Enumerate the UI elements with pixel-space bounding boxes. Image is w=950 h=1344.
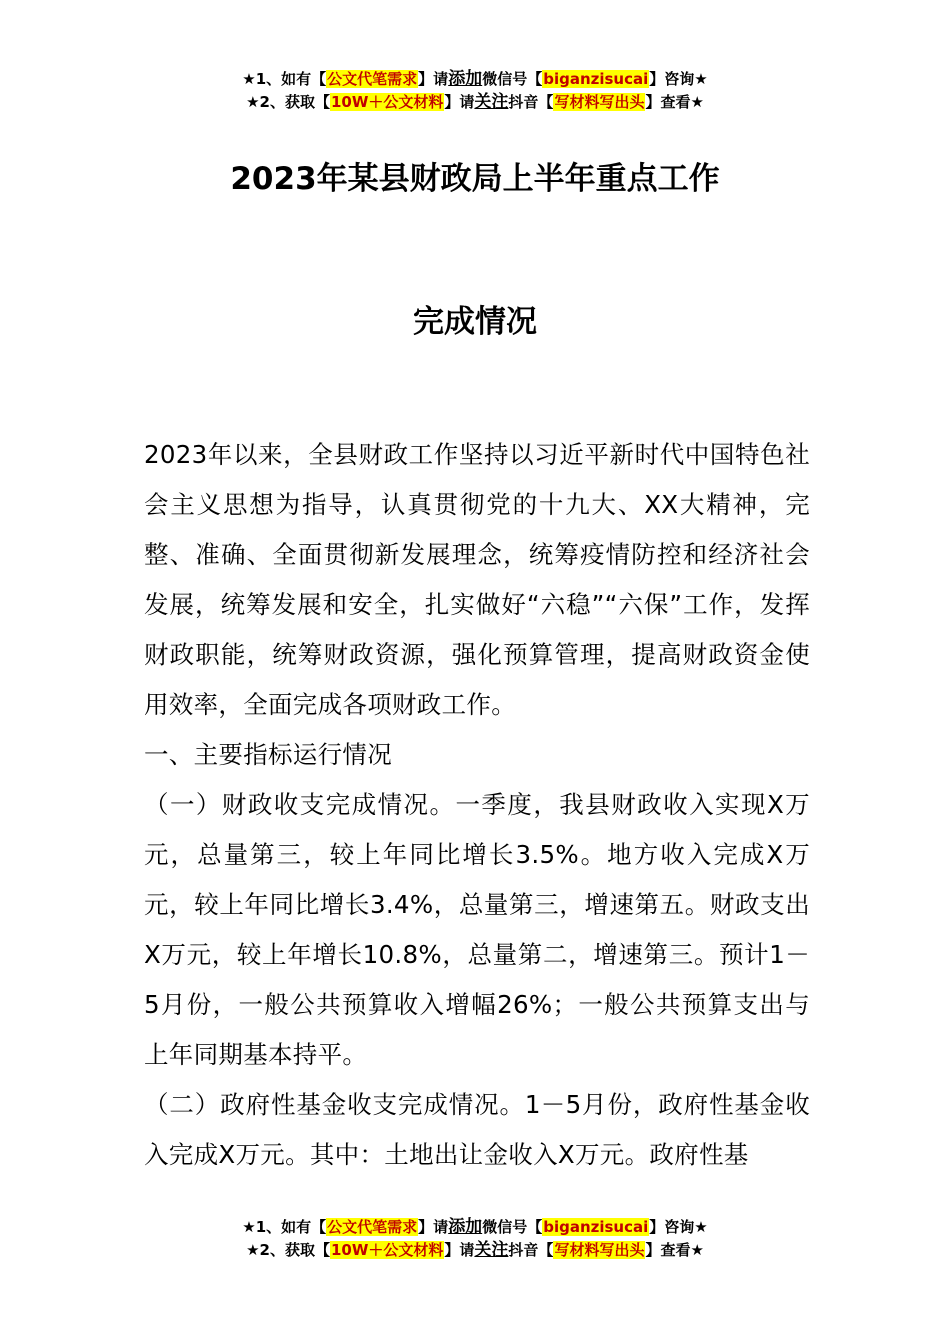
footer-promo-banner xyxy=(0,1216,950,1262)
promo-text: ★2、获取【 xyxy=(246,93,330,111)
promo-line-1 xyxy=(0,68,950,91)
paragraph-fiscal-revenue: （一）财政收支完成情况。一季度，我县财政收入实现X万元，总量第三，较上年同比增长3.5%。地方收入完成X万元，较上年同比增长3.4%，总量第三，增速第五。财政支出X万元，较上年增长10.8%，总量第二，增速第三。预计1－5月份，一般公共预算收入增幅26%；一般公共预算支出与上年同期基本持平。 xyxy=(144,790,810,1069)
promo-emphasis: 关注 xyxy=(474,92,509,112)
promo-wechat-id: biganzisucai xyxy=(543,1218,649,1236)
promo-text: 】请 xyxy=(444,1241,475,1259)
document-body xyxy=(144,430,810,1180)
promo-text: 】查看★ xyxy=(645,93,704,111)
promo-text: ★1、如有【 xyxy=(242,70,327,88)
promo-text: ★2、获取【 xyxy=(246,1241,330,1259)
promo-text: 抖音【 xyxy=(508,93,554,111)
promo-wechat-id: biganzisucai xyxy=(543,70,649,88)
document-title-line-1: 2023年某县财政局上半年重点工作 xyxy=(230,161,720,197)
promo-text: 微信号【 xyxy=(482,1218,543,1236)
promo-highlight: 公文代笔需求 xyxy=(327,1218,418,1236)
header-promo-banner xyxy=(0,68,950,114)
promo-line-2 xyxy=(0,1239,950,1262)
promo-text: 】请 xyxy=(418,1218,449,1236)
promo-text: 】查看★ xyxy=(645,1241,704,1259)
promo-highlight: 10W＋公文材料 xyxy=(330,93,444,111)
promo-text: ★1、如有【 xyxy=(242,1218,327,1236)
promo-text: 微信号【 xyxy=(482,70,543,88)
promo-emphasis: 关注 xyxy=(474,1240,509,1260)
promo-line-1 xyxy=(0,1216,950,1239)
promo-douyin-account: 写材料写出头 xyxy=(554,1241,645,1259)
promo-line-2 xyxy=(0,91,950,114)
promo-emphasis: 添加 xyxy=(448,69,483,89)
promo-text: 抖音【 xyxy=(508,1241,554,1259)
promo-text: 】请 xyxy=(418,70,449,88)
paragraph-government-fund: （二）政府性基金收支完成情况。1－5月份，政府性基金收入完成X万元。其中：土地出让金收入X万元。政府性基 xyxy=(144,1090,810,1169)
promo-douyin-account: 写材料写出头 xyxy=(554,93,645,111)
section-heading: 一、主要指标运行情况 xyxy=(144,740,392,769)
paragraph-intro: 2023年以来，全县财政工作坚持以习近平新时代中国特色社会主义思想为指导，认真贯彻党的十九大、XX大精神，完整、准确、全面贯彻新发展理念，统筹疫情防控和经济社会发展，统筹发展和安全，扎实做好“六稳”“六保”工作，发挥财政职能，统筹财政资源，强化预算管理，提高财政资金使用效率，全面完成各项财政工作。 xyxy=(144,440,810,719)
document-title-line-2: 完成情况 xyxy=(413,304,537,340)
promo-highlight: 公文代笔需求 xyxy=(327,70,418,88)
promo-emphasis: 添加 xyxy=(448,1217,483,1237)
promo-text: 】咨询★ xyxy=(649,70,708,88)
promo-highlight: 10W＋公文材料 xyxy=(330,1241,444,1259)
promo-text: 】咨询★ xyxy=(649,1218,708,1236)
promo-text: 】请 xyxy=(444,93,475,111)
